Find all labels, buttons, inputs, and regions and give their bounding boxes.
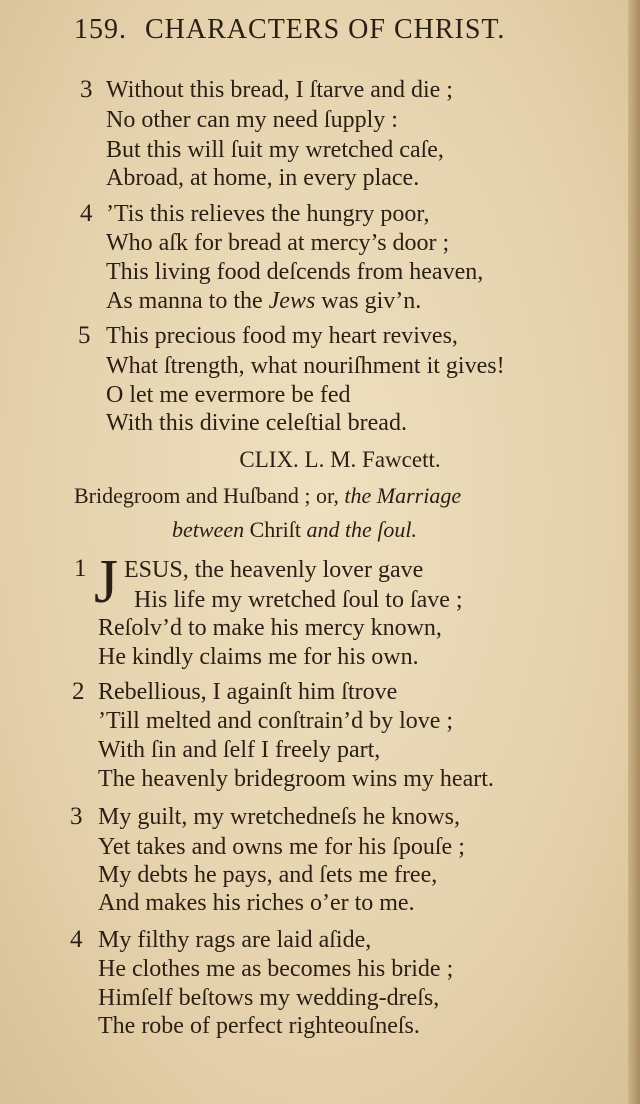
verse-line: ESUS, the heavenly lover gave xyxy=(124,557,424,583)
verse-line: ’Tis this relieves the hungry poor, xyxy=(106,201,430,227)
verse-line: The robe of perfect righteouſneſs. xyxy=(98,1013,420,1039)
verse-line: My debts he pays, and ſets me free, xyxy=(98,862,438,888)
verse-line: What ſtrength, what nouriſhment it gives! xyxy=(106,353,505,379)
hymn-heading: CLIX. L. M. Fawcett. xyxy=(239,447,441,472)
verse-line: But this will ſuit my wretched caſe, xyxy=(106,137,444,163)
verse-line: Himſelf beſtows my wedding-dreſs, xyxy=(98,985,440,1011)
verse-line xyxy=(106,287,421,315)
verse-line: And makes his riches o’er to me. xyxy=(98,890,415,916)
verse-line: Without this bread, I ſtarve and die ; xyxy=(106,77,453,103)
verse-line: Who aſk for bread at mercy’s door ; xyxy=(106,230,450,256)
verse-line: His life my wretched ſoul to ſave ; xyxy=(134,587,463,613)
stanza-number: 5 xyxy=(78,322,91,349)
stanza-number: 3 xyxy=(80,76,93,103)
stanza-number: 1 xyxy=(74,555,87,582)
stanza-number: 4 xyxy=(80,200,93,227)
page-edge xyxy=(628,0,640,1104)
subtitle-italic: and the ſoul. xyxy=(306,517,418,542)
verse-line: The heavenly bridegroom wins my heart. xyxy=(98,766,494,792)
hymn-subtitle xyxy=(172,516,417,544)
verse-line: No other can my need ſupply : xyxy=(106,107,398,133)
verse-line: O let me evermore be fed xyxy=(106,382,351,408)
verse-line: With this divine celeſtial bread. xyxy=(106,410,407,436)
verse-line: This precious food my heart revives, xyxy=(106,323,458,349)
verse-text: was giv’n. xyxy=(315,288,422,314)
verse-line: This living food deſcends from heaven, xyxy=(106,259,484,285)
running-title: CHARACTERS OF CHRIST. xyxy=(145,14,506,45)
running-header xyxy=(74,14,554,46)
verse-text: As manna to the xyxy=(106,288,269,314)
verse-line: My filthy rags are laid aſide, xyxy=(98,927,372,953)
verse-line: He clothes me as becomes his bride ; xyxy=(98,956,454,982)
page-number: 159. xyxy=(74,14,127,45)
subtitle-text: Chriſt xyxy=(244,517,307,542)
stanza-number: 2 xyxy=(72,678,85,705)
verse-line: My guilt, my wretchedneſs he knows, xyxy=(98,804,460,830)
verse-line: Rebellious, I againſt him ſtrove xyxy=(98,679,398,705)
verse-line: He kindly claims me for his own. xyxy=(98,644,419,670)
drop-cap: J xyxy=(94,548,119,616)
stanza-number: 4 xyxy=(70,926,83,953)
subtitle-italic: the Marriage xyxy=(344,483,462,508)
stanza-number: 3 xyxy=(70,803,83,830)
verse-line: With ſin and ſelf I freely part, xyxy=(98,737,381,763)
verse-line: Yet takes and owns me for his ſpouſe ; xyxy=(98,834,465,860)
subtitle-italic: between xyxy=(172,517,245,542)
verse-line: Reſolv’d to make his mercy known, xyxy=(98,615,442,641)
verse-line: ’Till melted and conſtrain’d by love ; xyxy=(98,708,454,734)
hymn-subtitle xyxy=(74,482,461,510)
verse-italic: Jews xyxy=(268,288,316,314)
subtitle-text: Bridegroom and Huſband ; or, xyxy=(74,483,345,508)
verse-line: Abroad, at home, in every place. xyxy=(106,165,420,191)
